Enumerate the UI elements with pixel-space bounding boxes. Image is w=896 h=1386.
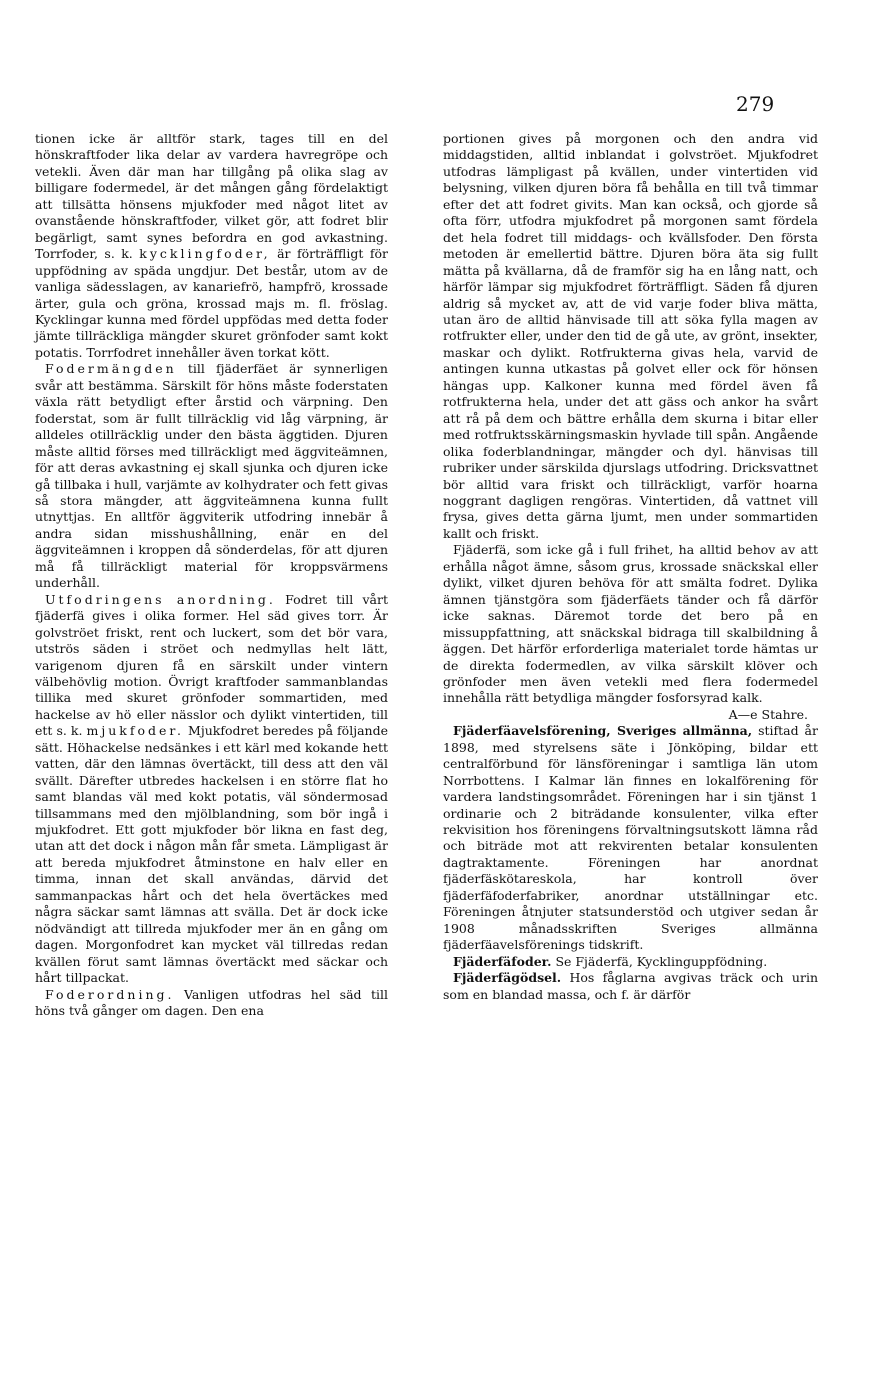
right-paragraph-1: portionen gives på morgonen och den andra vid middagstiden, alltid inblandat i golvströet. Mjukfodret utfodras lämpligast på kvällen, under vintertiden vid belysning, vilken djuren böra få behålla en till två timmar efter det att fodret givits. Man kan också, och gjorde så ofta förr, utfodra mjukfodret på morgonen samt fördela det hela fodret till middags- och kvällsfoder. Den första metoden är emellertid bättre. Djuren böra äta sig fullt mätta på kvällarna, då de framför sig ha en lång natt, och härför lämpar sig mjukfodret förträffligt. Säden få djuren aldrig så mycket av, att de vid varje foder bliva mätta, utan äro de alltid hänvisade till att söka fylla magen av rotfrukter eller, under den tid de gå ute, av grönt, insekter, maskar och dylikt. Rotfrukterna givas hela, varvid de antingen kunna utkastas på golvet eller ock för hönsen hängas upp. Kalkoner kunna med fördel även få rotfrukterna hela, under det att gäss och ankor ha svårt att rå på dem och bättre erhålla dem skurna i bitar eller med rotfruktsskärningsmaskin hyvlade till spån. Angående olika foderblandningar, mängder och dyl. hänvisas till rubriker under särskilda djurslags utfodring. Dricksvattnet bör alltid vara friskt och tillräckligt, varför hoarna noggrant dagligen rengöras. Vintertiden, då vattnet vill frysa, gives detta gärna ljumt, men under sommartiden kallt och friskt. bbox=[443, 131, 818, 541]
left-paragraph-utfodringens bbox=[35, 592, 388, 987]
left-paragraph-fodermangden bbox=[35, 361, 388, 591]
right-column bbox=[443, 131, 818, 1003]
left-paragraph-1 bbox=[35, 131, 388, 361]
term-utfodringens-anordning: Utfodringens anordning. bbox=[45, 591, 276, 607]
entry-fjaderfaavelsforening bbox=[443, 723, 818, 953]
text: Fodret till vårt fjäderfä gives i olika former. Hel säd gives torr. Är golvströet friskt, rent och luckert, som det bör vara, utströs säden i ströet och nedmyllas helt lätt, varigenom djuren få en särskilt under vintern välbehövlig motion. Övrigt kraftfoder sammanblandas tillika med skuret grönfoder sommartiden, med hackelse av hö eller nässlor och dylikt vintertiden, till ett s. k. bbox=[35, 591, 388, 739]
entry-heading: Fjäderfäavelsförening, Sveriges allmänna, bbox=[453, 723, 753, 739]
text: tionen icke är alltför stark, tages till en del hönskraftfoder lika delar av vardera havregröpe och vetekli. Även där man har tillgång på olika slag av billigare fodermedel, är det mången gång fördelaktigt att tillsätta hönsens mjukfoder med något litet av ovanstående hönskraftfoder, vilket gör, att fodret blir begärligt, samt synes befordra en god avkastning. Torrfoder, s. k. bbox=[35, 131, 388, 262]
term-foderordning: Foderordning. bbox=[45, 986, 175, 1002]
entry-body: Hos fåglarna avgivas träck och urin som en blandad massa, och f. är därför bbox=[443, 970, 818, 1002]
term-mjukfoder: mjukfoder. bbox=[86, 723, 184, 739]
text: till fjäderfäet är synnerligen svår att bestämma. Särskilt för höns måste foderstaten växla rätt betydligt efter årstid och värpning. Den foderstat, som är fullt tillräcklig vid låg värpning, är alldeles otillräcklig under den bästa äggtiden. Djuren måste alltid förses med tillräckligt med äggviteämnen, för att deras avkastning ej skall sjunka och djuren icke gå tillbaka i hull, varjämte av kolhydrater och fett givas så stora mängder, att äggviteämnena kunna fullt utnyttjas. En alltför äggviterik utfodring innebär å andra sidan misshushållning, enär en del äggviteämnen i kroppen då sönderdelas, för att djuren må få tillräckligt material för kroppsvärmens underhåll. bbox=[35, 361, 388, 591]
left-column bbox=[35, 131, 388, 1019]
page-number: 279 bbox=[736, 92, 775, 116]
term-fodermangden: Fodermängden bbox=[45, 361, 177, 377]
entry-fjaderfafoder bbox=[443, 954, 818, 970]
term-kycklingfoder: kycklingfoder, bbox=[139, 246, 271, 262]
entry-body: stiftad år 1898, med styrelsens säte i Jönköping, bildar ett centralförbund för länsföreningar i samtliga län utom Norrbottens. I Kalmar län finnes en lokalförening för vardera landstingsområdet. Föreningen har i sin tjänst 1 ordinarie och 2 biträdande konsulenter, vilka efter rekvisition hos föreningens förvaltningsutskott lämna råd och biträde mot att rekvirenten betalar konsulenten dagtraktamente. Föreningen har anordnat fjäderfäskötareskola, har kontroll över fjäderfäfoderfabriker, anordnar utställningar etc. Föreningen åtnjuter statsunderstöd och utgiver sedan år 1908 månadsskriften Sveriges allmänna fjäderfäavelsförenings tidskrift. bbox=[443, 723, 818, 953]
right-paragraph-2: Fjäderfä, som icke gå i full frihet, ha alltid behov av att erhålla något ämne, såsom grus, krossade snäckskal eller dylikt, vilket djuren behöva för att smälta fodret. Dylika ämnen tjänstgöra som fjäderfäets tänder och få därför icke saknas. Däremot torde det bero på en missuppfattning, att snäckskal bidraga till skalbildning å äggen. Det härför erforderliga materialet torde hämtas ur de direkta fodermedlen, av vilka särskilt klöver och grönfoder men även vetekli med flera fodermedel innehålla rätt betydliga mängder fosforsyrad kalk. bbox=[443, 542, 818, 706]
text: Vanligen utfodras hel säd till höns två gånger om dagen. Den ena bbox=[35, 986, 388, 1019]
left-paragraph-foderordning bbox=[35, 987, 388, 1020]
entry-heading: Fjäderfägödsel. bbox=[453, 970, 562, 986]
author-signature: A—e Stahre. bbox=[728, 706, 808, 722]
text: Mjukfodret beredes på följande sätt. Höhackelse nedsänkes i ett kärl med kokande hett vatten, där den lämnas övertäckt, till dess att den väl svällt. Därefter utbredes hackelsen i en större flat ho samt blandas väl med kokt potatis, väl söndermosad tillsammans med den mjölblandning, som bör ingå i mjukfodret. Ett gott mjukfoder bör likna en fast deg, utan att det dock i någon mån får smeta. Lämpligast är att bereda mjukfodret åtminstone en halv eller en timma, innan det skall användas, därvid det sammanpackas hårt och det hela övertäckes med några säckar samt lämnas att svälla. Det är dock icke nödvändigt att tillreda mjukfoder mer än en gång om dagen. Morgonfodret kan mycket väl tillredas redan kvällen förut samt lämnas övertäckt med säckar och hårt tillpackat. bbox=[35, 723, 388, 986]
entry-body: Se Fjäderfä, Kycklinguppfödning. bbox=[555, 953, 768, 969]
text: är förträffligt för uppfödning av späda ungdjur. Det består, utom av de vanliga sädesslagen, av kanariefrö, hampfrö, krossade ärter, gula och gröna, krossad majs m. fl. fröslag. Kycklingar kunna med fördel uppfödas med detta foder jämte tillräckliga mängder skuret grönfoder samt kokt potatis. Torrfodret innehåller även torkat kött. bbox=[35, 246, 389, 360]
entry-fjaderfagodsel bbox=[443, 970, 818, 1003]
entry-heading: Fjäderfäfoder. bbox=[453, 953, 552, 969]
